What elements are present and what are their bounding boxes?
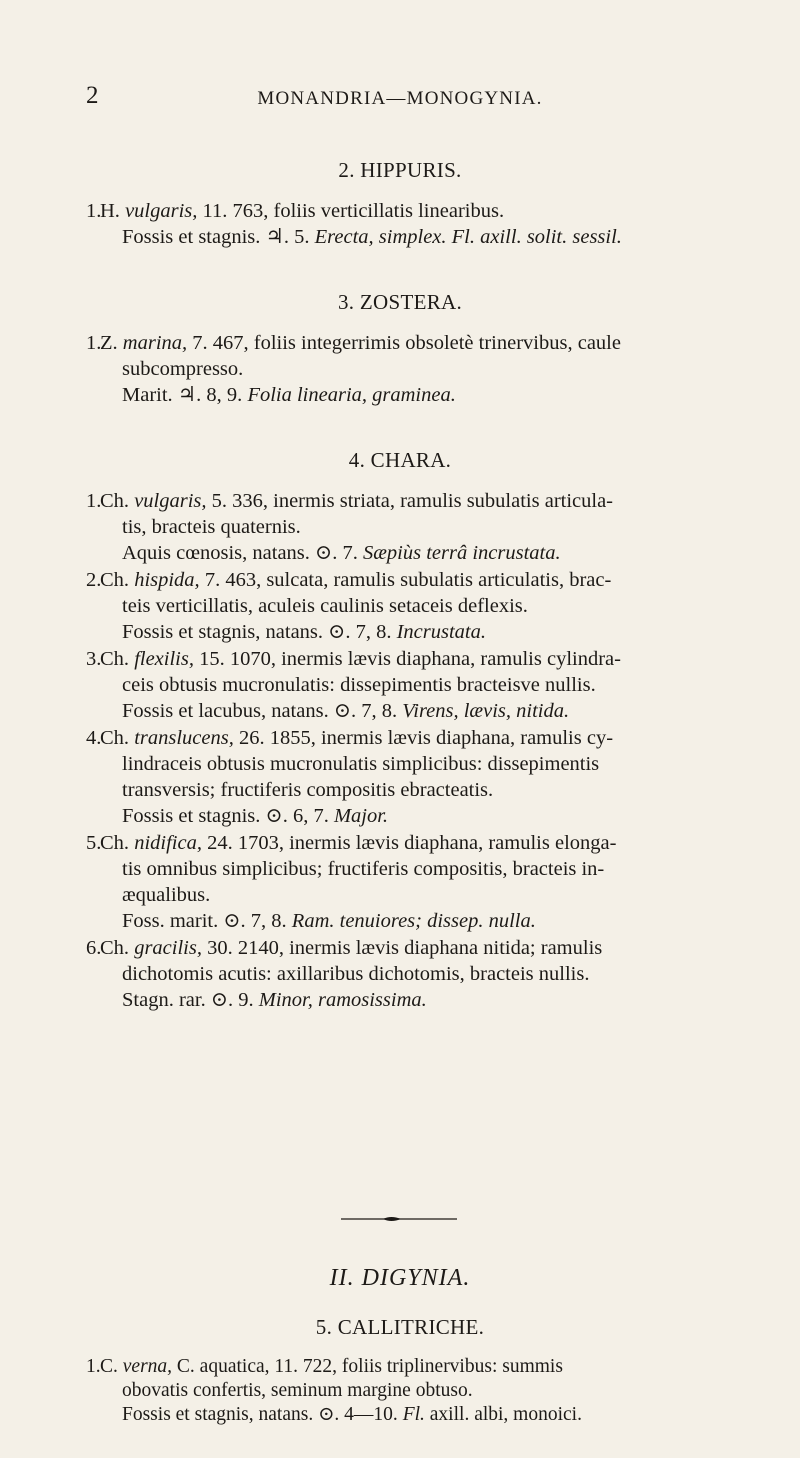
species-entry: 1. H. vulgaris, 11. 763, foliis verticillatis linearibus. Fossis et stagnis. ♃. 5. Erecta, simplex. Fl. axill. solit. sessil. [86, 200, 622, 248]
habitat: Stagn. rar. ⊙. 9. [122, 989, 259, 1011]
species-entry: 3. Ch. flexilis, 15. 1070, inermis lævis diaphana, ramulis cylindra- ceis obtusis mucronulatis: dissepimentis bracteisve nullis. Fossis et lacubus, natans. ⊙. 7, 8. Virens, lævis, nitida. [86, 648, 621, 722]
genus-heading-callitriche: 5. CALLITRICHE. [315, 1315, 485, 1339]
species-entry: 5. Ch. nidifica, 24. 1703, inermis lævis diaphana, ramulis elonga- tis omnibus simplicibus; fructiferis compositis, bracteis in- æqualibus. Foss. marit. ⊙. 7, 8. Ram. tenuiores; dissep. nulla. [86, 832, 617, 932]
habitat: Fossis et stagnis, natans. ⊙. 4—10. [122, 1404, 403, 1425]
entry-number: 1. [86, 332, 102, 354]
species-name: nidifica, [134, 832, 202, 854]
habitat: Fossis et stagnis. ♃. 5. [122, 226, 315, 248]
habitat: Fossis et lacubus, natans. ⊙. 7, 8. [122, 700, 403, 722]
genus-heading-hippuris: 2. HIPPURIS. [338, 158, 462, 182]
habitat: Fossis et stagnis, natans. ⊙. 7, 8. [122, 621, 397, 643]
note: Sæpiùs terrâ incrustata. [362, 542, 561, 564]
note: Erecta, simplex. Fl. axill. solit. sessil. [314, 226, 622, 248]
running-head: MONANDRIA—MONOGYNIA. [257, 88, 543, 109]
species-entry: 4. Ch. translucens, 26. 1855, inermis lævis diaphana, ramulis cy- lindraceis obtusis mucronulatis simplicibus: dissepimentis transversis; fructiferis compositis ebracteatis. Fossis et stagnis. ⊙. 6, 7. Major. [86, 727, 614, 827]
species-name: vulgaris, [125, 200, 198, 222]
note: Incrustata. [396, 621, 486, 643]
habitat: Foss. marit. ⊙. 7, 8. [122, 910, 292, 932]
species-name: vulgaris, [134, 490, 207, 512]
entry-number: 1. [86, 200, 102, 222]
note: Virens, lævis, nitida. [402, 700, 570, 722]
genus-heading-zostera: 3. ZOSTERA. [337, 290, 463, 314]
species-name: marina, [122, 332, 188, 354]
species-entry: 6. Ch. gracilis, 30. 2140, inermis lævis diaphana nitida; ramulis dichotomis acutis: axillaribus dichotomis, bracteis nullis. Stagn. rar. ⊙. 9. Minor, ramosissima. [86, 937, 603, 1011]
entry-number: 4. [86, 727, 102, 749]
entry-number: 1. [86, 490, 102, 512]
note: Fl. [402, 1404, 425, 1425]
note: Minor, ramosissima. [258, 989, 427, 1011]
habitat: Marit. ♃. 8, 9. [122, 384, 248, 406]
species-entry: 1. Z. marina, 7. 467, foliis integerrimis obsoletè trinervibus, caule subcompresso. Marit. ♃. 8, 9. Folia linearia, graminea. [86, 332, 621, 406]
section-divider [339, 1215, 459, 1223]
genus-heading-chara: 4. CHARA. [348, 448, 452, 472]
note: Major. [333, 805, 389, 827]
note: Folia linearia, graminea. [247, 384, 456, 406]
entry-number: 2. [86, 569, 102, 591]
entry-number: 5. [86, 832, 102, 854]
species-name: gracilis, [134, 937, 202, 959]
habitat: Fossis et stagnis. ⊙. 6, 7. [122, 805, 334, 827]
entry-number: 1. [86, 1356, 101, 1377]
entry-number: 6. [86, 937, 102, 959]
species-name: verna, [122, 1356, 173, 1377]
page-number: 2 [86, 82, 99, 109]
order-heading: II. DIGYNIA. [329, 1265, 471, 1291]
note: Ram. tenuiores; dissep. nulla. [291, 910, 536, 932]
species-entry: 2. Ch. hispida, 7. 463, sulcata, ramulis subulatis articulatis, brac- teis verticillatis, aculeis caulinis setaceis deflexis. Fossis et stagnis, natans. ⊙. 7, 8. Incrustata. [86, 569, 612, 643]
entry-number: 3. [86, 648, 102, 670]
species-entry: 1. Ch. vulgaris, 5. 336, inermis striata, ramulis subulatis articula- tis, bracteis quaternis. Aquis cœnosis, natans. ⊙. 7. Sæpiùs terrâ incrustata. [86, 490, 614, 564]
species-name: flexilis, [134, 648, 194, 670]
species-entry: 1. C. verna, C. aquatica, 11. 722, foliis triplinervibus: summis obovatis confertis, seminum margine obtuso. Fossis et stagnis, natans. ⊙. 4—10. Fl. axill. albi, monoici. [86, 1356, 582, 1425]
species-name: hispida, [134, 569, 200, 591]
species-name: translucens, [134, 727, 234, 749]
habitat: Aquis cœnosis, natans. ⊙. 7. [122, 542, 363, 564]
